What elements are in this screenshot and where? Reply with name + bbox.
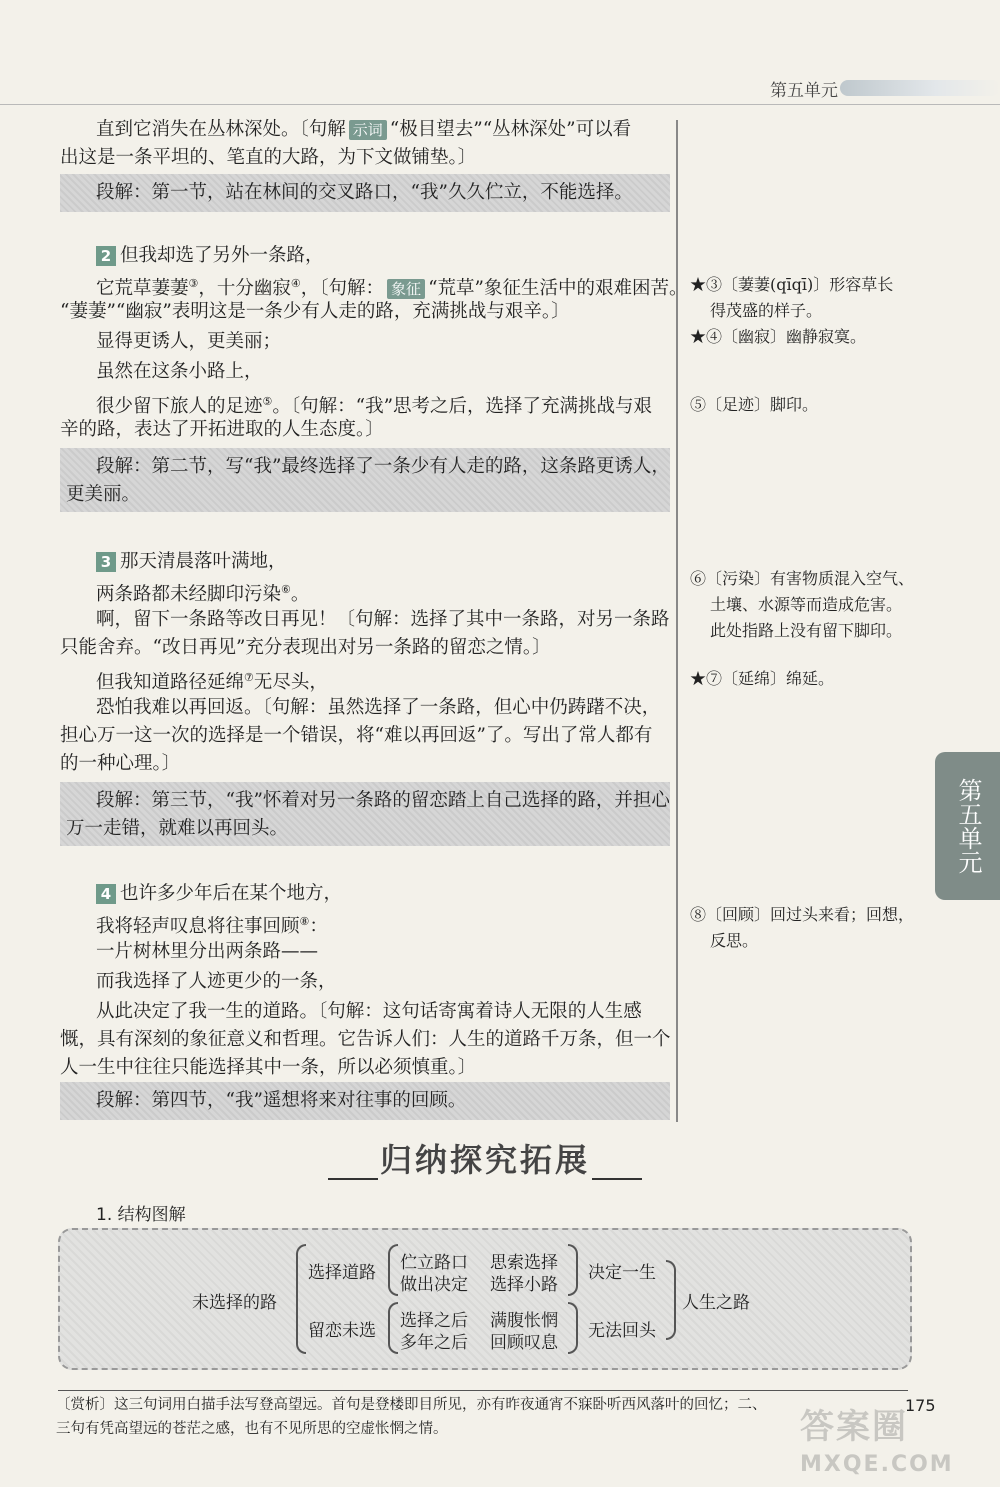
- branch-result: 决定一生: [588, 1263, 656, 1283]
- header-decoration: [840, 80, 1000, 96]
- footer-note: 〔赏析〕这三句词用白描手法写登高望远。首句是登楼即目所见，亦有昨夜通宵不寐卧听西风落叶的回忆；二、: [56, 1397, 767, 1413]
- brace-left: [388, 1302, 398, 1354]
- poem-line: 两条路都未经脚印污染⑥。: [96, 583, 310, 606]
- structure-root: 未选择的路: [192, 1293, 277, 1313]
- section-title: 归纳探究拓展: [320, 1136, 650, 1184]
- text-line: 直到它消失在丛林深处。〔句解 示词 “极目望去”“丛林深处”可以看: [96, 119, 632, 140]
- unit-side-tab: 第五单元: [935, 752, 1000, 900]
- poem-line: 啊，留下一条路等改日再见！〔句解：选择了其中一条路，对另一条路: [96, 609, 670, 630]
- poem-line: 显得更诱人，更美丽；: [96, 331, 282, 352]
- branch-label: 选择道路: [308, 1263, 376, 1283]
- annotation-note: ⑧〔回顾〕回过头来看；回想，: [690, 905, 915, 924]
- paragraph-summary: 段解：第三节，“我”怀着对另一条路的留恋踏上自己选择的路，并担心 万一走错，就难以再回头。: [60, 782, 670, 846]
- text-line: 的一种心理。〕: [60, 753, 181, 774]
- poem-line: 虽然在这条小路上，: [96, 361, 263, 382]
- poem-line: 3 那天清晨落叶满地，: [96, 548, 706, 576]
- branch-result: 无法回头: [588, 1321, 656, 1341]
- annotation-note: 得茂盛的样子。: [710, 301, 823, 320]
- stanza-number-badge: 3: [96, 552, 116, 572]
- text-line: 担心万一这一次的选择是一个错误，将“难以再回返”了。写出了常人都有: [60, 725, 653, 746]
- annotation-note: ★④〔幽寂〕幽静寂寞。: [690, 327, 867, 346]
- text-line: 人一生中往往只能选择其中一条，所以必须慎重。〕: [60, 1057, 477, 1078]
- annotation-note: 反思。: [710, 931, 759, 950]
- branch-item: 选择之后: [400, 1311, 468, 1331]
- poem-line: 我将轻声叹息将往事回顾⑧：: [96, 915, 328, 938]
- brace-right: [568, 1244, 578, 1296]
- text-line: 出这是一条平坦的、笔直的大路，为下文做铺垫。〕: [60, 147, 477, 168]
- paragraph-summary: 段解：第四节，“我”遥想将来对往事的回顾。: [60, 1082, 670, 1120]
- poem-line: 很少留下旅人的足迹⑤。〔句解：“我”思考之后，选择了充满挑战与艰: [96, 395, 653, 418]
- text-line: 慨，具有深刻的象征意义和哲理。它告诉人们：人生的道路千万条，但一个: [60, 1029, 671, 1050]
- brace-left: [296, 1244, 306, 1354]
- branch-item: 满腹怅惘: [490, 1311, 558, 1331]
- structure-diagram: [58, 1228, 912, 1370]
- branch-item: 思索选择: [490, 1253, 558, 1273]
- poem-line: 一片树林里分出两条路——: [96, 941, 319, 962]
- paragraph-summary: 段解：第一节，站在林间的交叉路口，“我”久久伫立，不能选择。: [60, 174, 670, 212]
- annotation-note: ⑥〔污染〕有害物质混入空气、: [690, 569, 915, 588]
- poem-line: 恐怕我难以再回返。〔句解：虽然选择了一条路，但心中仍踌躇不决，: [96, 697, 661, 718]
- tag-badge: 象征: [387, 279, 425, 299]
- text-line: 辛的路，表达了开拓进取的人生态度。〕: [60, 419, 384, 440]
- branch-item: 伫立路口: [400, 1253, 468, 1273]
- text-line: 只能舍弃。“改日再见”充分表现出对另一条路的留恋之情。〕: [60, 637, 551, 658]
- structure-label: 1. 结构图解: [96, 1205, 186, 1225]
- poem-line: 而我选择了人迹更少的一条，: [96, 971, 337, 992]
- brace-left: [388, 1244, 398, 1296]
- annotation-note: ⑤〔足迹〕脚印。: [690, 395, 819, 414]
- footer-note: 三句有凭高望远的苍茫之感，也有不见所思的空虚怅惘之情。: [56, 1421, 448, 1437]
- title-underline-right: [592, 1178, 642, 1180]
- annotation-note: ★⑦〔延绵〕绵延。: [690, 669, 835, 688]
- poem-line: 但我知道路径延绵⑦无尽头，: [96, 671, 328, 694]
- brace-right: [666, 1260, 676, 1340]
- title-underline-left: [328, 1178, 378, 1180]
- stanza-number-badge: 4: [96, 884, 116, 904]
- text-line: “萋萋”“幽寂”表明这是一条少有人走的路，充满挑战与艰辛。〕: [60, 301, 570, 322]
- brace-right: [568, 1302, 578, 1354]
- poem-line: 它荒草萋萋③，十分幽寂④，〔句解： 象征 “荒草”象征生活中的艰难困苦。: [96, 277, 688, 300]
- annotation-note: 此处指路上没有留下脚印。: [710, 621, 903, 640]
- watermark-logo: 答案圈 MXQE.COM: [800, 1407, 954, 1477]
- annotation-note: 土壤、水源等而造成危害。: [710, 595, 903, 614]
- poem-line: 2 但我却选了另外一条路，: [96, 242, 706, 270]
- tag-badge: 示词: [349, 120, 387, 140]
- header-divider: [0, 104, 1000, 105]
- paragraph-summary: 段解：第二节，写“我”最终选择了一条少有人走的路，这条路更诱人， 更美丽。: [60, 448, 670, 512]
- poem-line: 4 也许多少年后在某个地方，: [96, 880, 706, 908]
- stanza-number-badge: 2: [96, 246, 116, 266]
- poem-line: 从此决定了我一生的道路。〔句解：这句话寄寓着诗人无限的人生感: [96, 1001, 642, 1022]
- branch-item: 选择小路: [490, 1275, 558, 1295]
- branch-label: 留恋未选: [308, 1321, 376, 1341]
- footer-divider: [58, 1390, 908, 1391]
- branch-item: 回顾叹息: [490, 1333, 558, 1353]
- branch-item: 多年之后: [400, 1333, 468, 1353]
- header-unit-title: 第五单元: [770, 81, 838, 101]
- structure-end: 人生之路: [682, 1293, 750, 1313]
- annotation-note: ★③〔萋萋(qīqī)〕形容草长: [690, 275, 894, 294]
- branch-item: 做出决定: [400, 1275, 468, 1295]
- page-number: 175: [905, 1396, 936, 1415]
